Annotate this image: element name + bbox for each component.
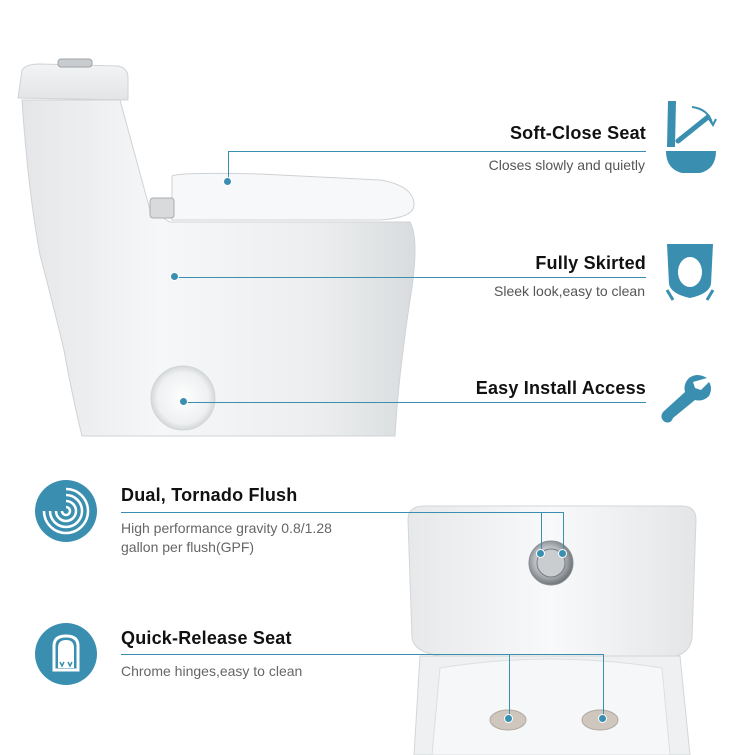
soft-close-callout-line [228, 151, 646, 152]
flush-callout-dot-right [558, 549, 567, 558]
tornado-flush-icon [34, 479, 98, 543]
flush-callout-line [121, 512, 564, 513]
quick-release-callout-dot-right [598, 714, 607, 723]
flush-callout-dot-left [536, 549, 545, 558]
soft-close-title: Soft-Close Seat [509, 123, 646, 143]
quick-release-desc: Chrome hinges,easy to clean [121, 663, 303, 679]
toilet-top-view-image [400, 500, 700, 755]
soft-close-desc: Closes slowly and quietly [488, 157, 645, 173]
skirted-callout-line [176, 277, 646, 278]
quick-release-title: Quick-Release Seat [121, 628, 292, 648]
flush-title: Dual, Tornado Flush [121, 485, 298, 505]
quick-release-callout-dot-left [504, 714, 513, 723]
toilet-side-view-image [0, 0, 460, 450]
quick-release-callout-line [121, 654, 604, 655]
install-callout-dot [179, 397, 188, 406]
flush-callout-drop-left [541, 512, 542, 554]
wrench-icon [657, 372, 713, 424]
install-title: Easy Install Access [475, 378, 646, 398]
flush-desc-line2: gallon per flush(GPF) [121, 539, 255, 555]
soft-close-seat-icon [662, 97, 720, 177]
quick-release-callout-drop-left [509, 654, 510, 718]
install-callout-line [185, 402, 646, 403]
soft-close-callout-dot [223, 177, 232, 186]
skirted-callout-dot [170, 272, 179, 281]
quick-release-seat-icon [34, 622, 98, 686]
flush-desc-line1: High performance gravity 0.8/1.28 [121, 520, 332, 536]
skirted-toilet-icon [663, 240, 717, 304]
quick-release-callout-drop-right [603, 654, 604, 718]
skirted-title: Fully Skirted [535, 253, 646, 273]
flush-callout-drop-right [563, 512, 564, 554]
skirted-desc: Sleek look,easy to clean [494, 283, 645, 299]
